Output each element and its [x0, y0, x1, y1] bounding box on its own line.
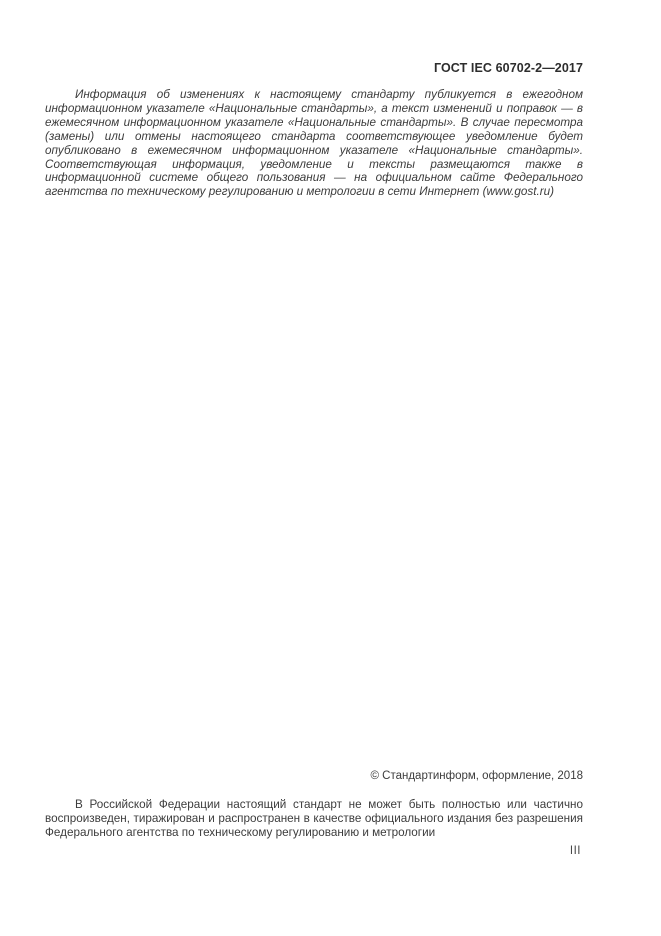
page-number: III — [569, 845, 581, 857]
amendment-notice-paragraph: Информация об изменениях к настоящему стандарту публикуется в ежегодном информационном указателе «Национальные стандарты», а текст изменений и поправок — в ежемесячном информационном указателе «Национальные стандарты». В случае пересмотра (замены) или отмены настоящего стандарта соответствующее уведомление будет опубликовано в ежемесячном информационном указателе «Национальные стандарты». Соответствующая информация, уведомление и тексты размещаются также в информационной системе общего пользования — на официальном сайте Федерального агентства по техническому регулированию и метрологии в сети Интернет (www.gost.ru) — [45, 88, 583, 199]
standard-designation-header: ГОСТ IEC 60702-2—2017 — [433, 61, 583, 75]
copyright-line: © Стандартинформ, оформление, 2018 — [370, 770, 583, 782]
reproduction-restriction-paragraph: В Российской Федерации настоящий стандарт не может быть полностью или частично воспроизведен, тиражирован и распространен в качестве официального издания без разрешения Федерального агентства по техническому регулированию и метрологии — [45, 798, 583, 839]
